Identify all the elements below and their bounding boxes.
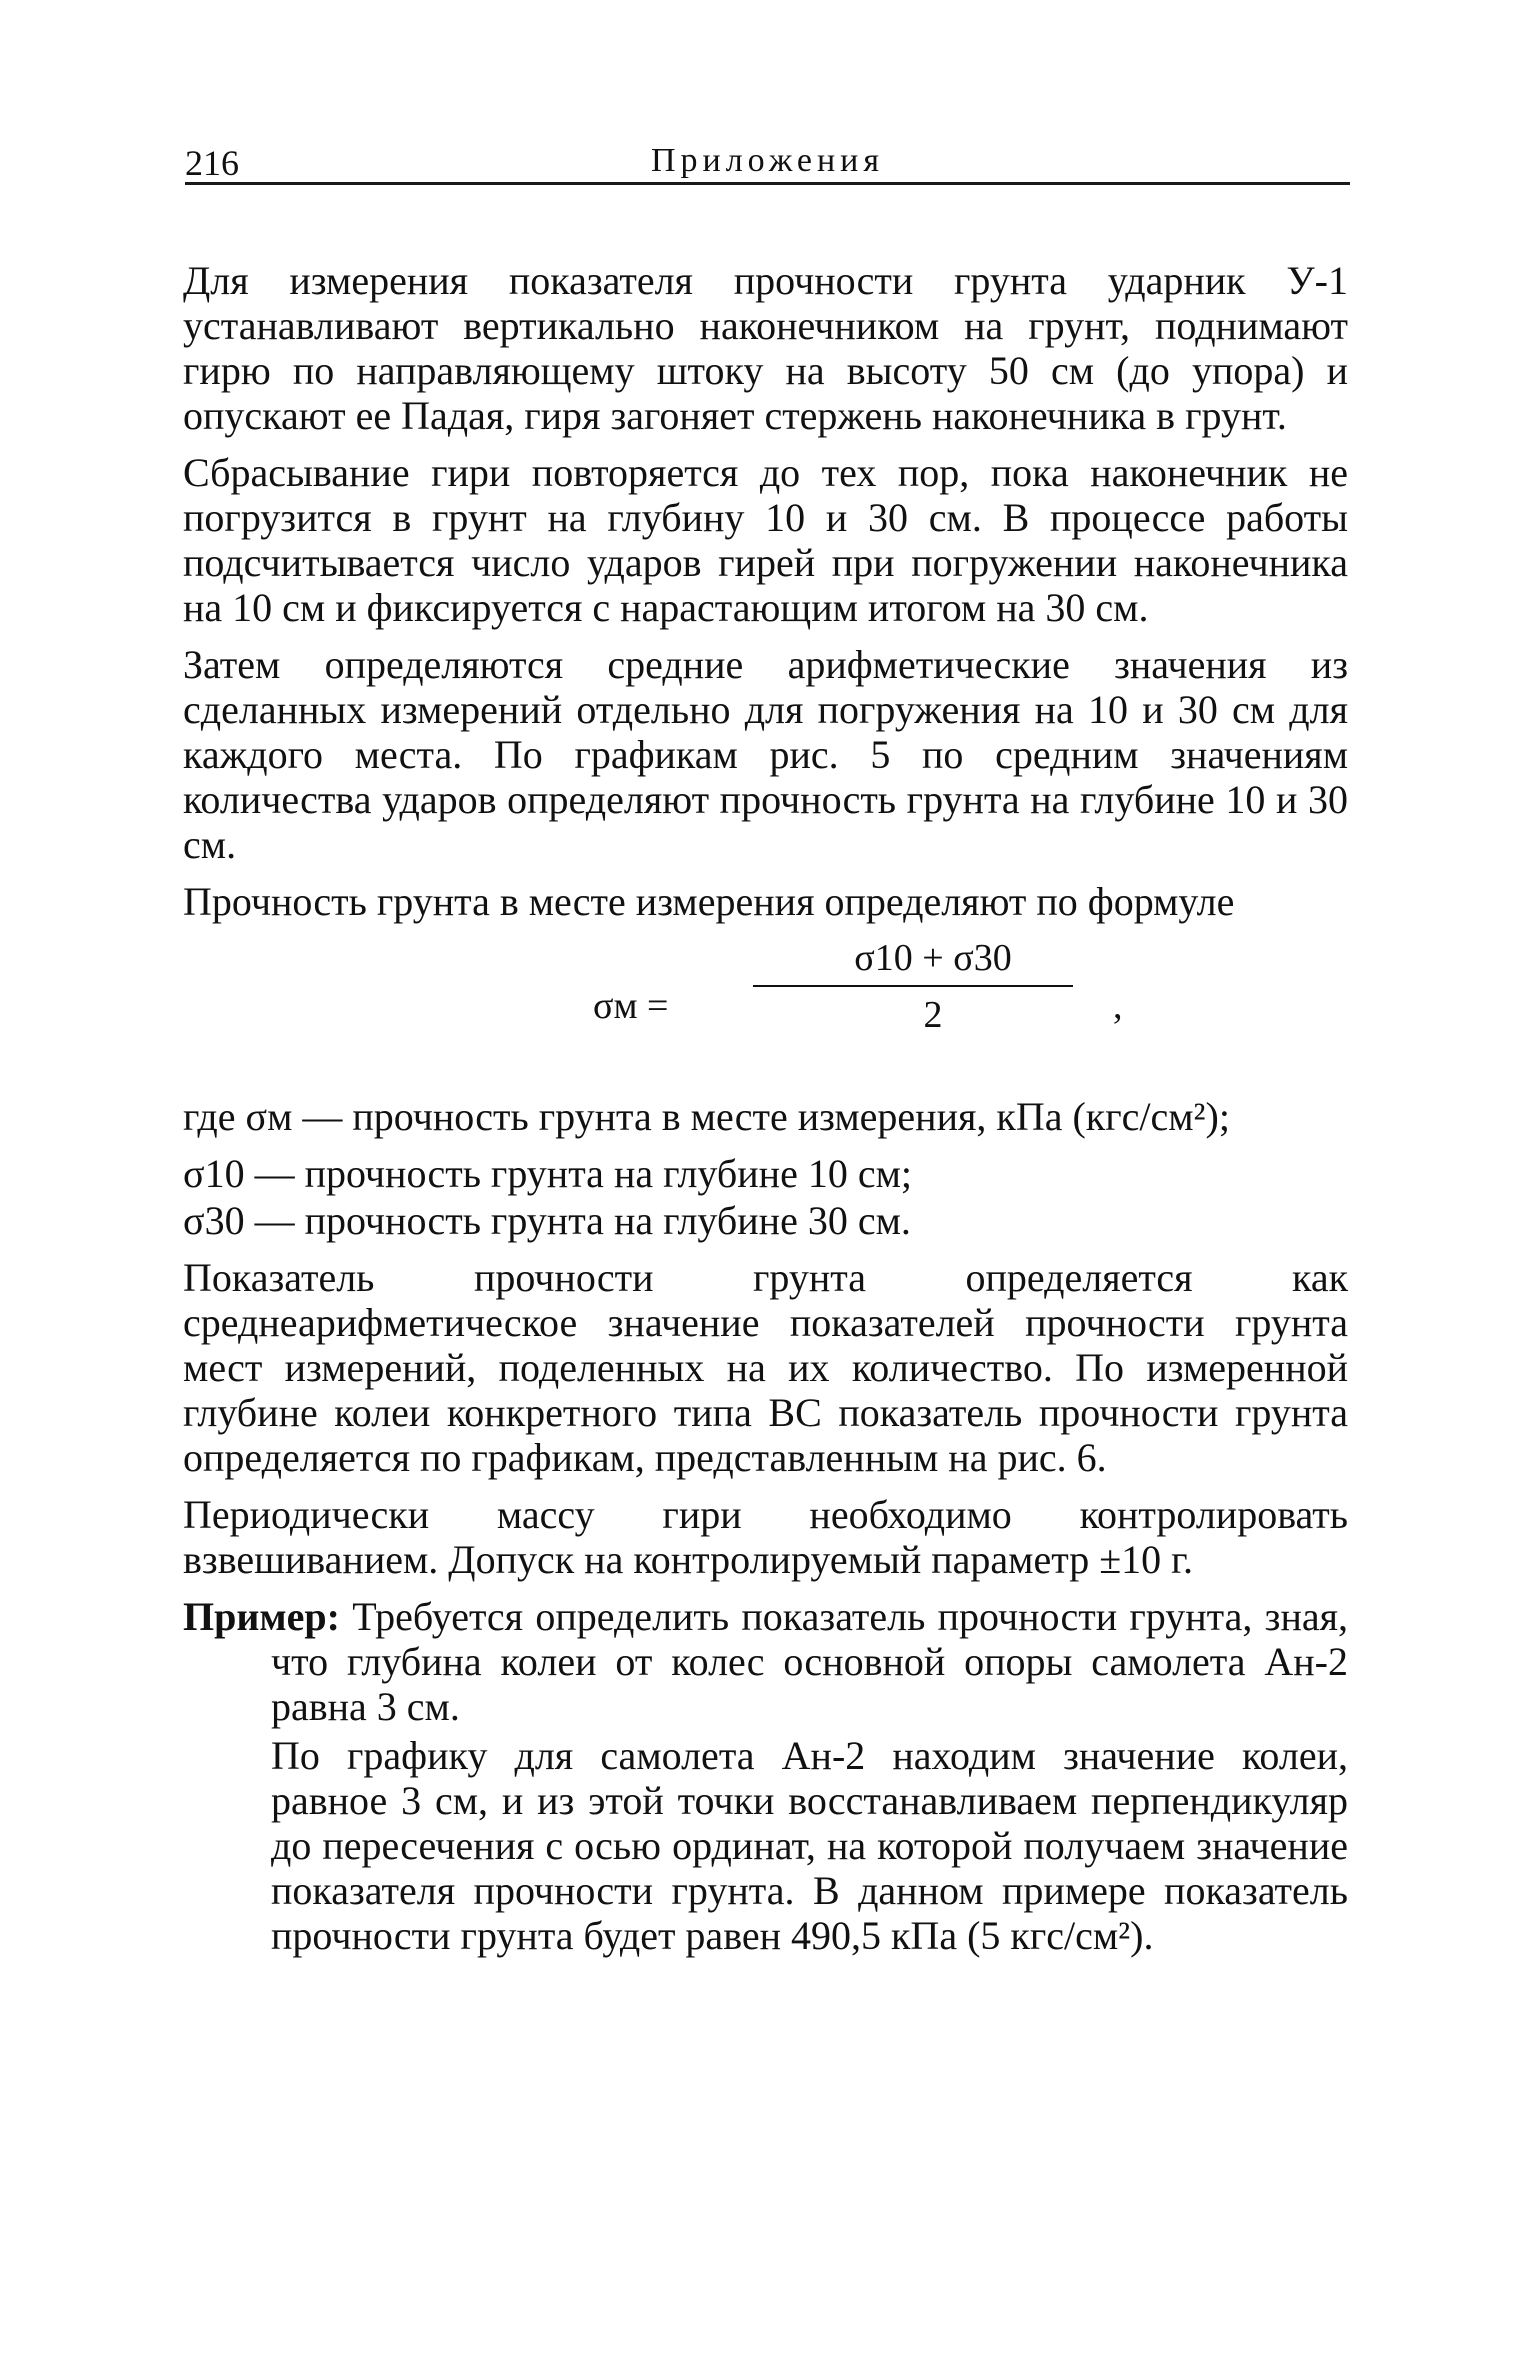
example-first [183,1594,1348,1729]
example-label: Пример: [183,1594,340,1639]
example-continuation: По графику для самолета Ан-2 находим значение колеи, равное 3 см, и из этой точки восстанавливаем перпендикуляр до пересечения с осью ординат, на которой получаем значение показателя прочности грунта. В данном примере показатель прочности грунта будет равен 490,5 кПа (5 кгс/см²). [271,1733,1348,1958]
page-header [185,142,1350,185]
definition-sigma-10: σ10 — прочность грунта на глубине 10 см; [183,1151,913,1196]
paragraph-1: Для измерения показателя прочности грунта ударник У-1 устанавливают вертикально наконечником на грунт, поднимают гирю по направляющему штоку на высоту 50 см (до упора) и опускают ее Падая, гиря загоняет стержень наконечника в грунт. [183,258,1348,438]
paragraph-2: Сбрасывание гири повторяется до тех пор, пока наконечник не погрузится в грунт на глубину 10 и 30 см. В процессе работы подсчитывается число ударов гирей при погружении наконечника на 10 см и фиксируется с нарастающим итогом на 30 см. [183,450,1348,630]
paragraph-3: Затем определяются средние арифметические значения из сделанных измерений отдельно для погружения на 10 и 30 см для каждого места. По графикам рис. 5 по средним значениям количества ударов определяют прочность грунта на глубине 10 и 30 см. [183,642,1348,867]
formula [183,936,1348,1066]
formula-fraction [713,936,1113,1038]
formula-numerator: σ10 + σ30 [854,937,1012,979]
paragraph-6: Периодически массу гири необходимо контролировать взвешиванием. Допуск на контролируемый параметр ±10 г. [183,1492,1348,1582]
paragraph-5: Показатель прочности грунта определяется как среднеарифметическое значение показателей прочности грунта мест измерений, поделенных на их количество. По измеренной глубине колеи конкретного типа ВС показатель прочности грунта определяется по графикам, представленным на рис. 6. [183,1255,1348,1480]
definition-sigma-m: где σм — прочность грунта в месте измерения, кПа (кгс/см²); [183,1094,1230,1139]
fraction-bar [753,985,1073,987]
example-block [183,1594,1348,1958]
example-text: Требуется определить показатель прочности грунта, зная, что глубина колеи от колес основной опоры самолета Ан-2 равна 3 см. [271,1594,1348,1729]
definition-sigma-30: σ30 — прочность грунта на глубине 30 см. [183,1198,911,1243]
page-number: 216 [185,143,239,183]
running-title: Приложения [650,142,885,179]
formula-comma: , [1113,985,1123,1027]
formula-denominator: 2 [923,994,943,1036]
paragraph-4: Прочность грунта в месте измерения определяют по формуле [183,879,1235,924]
page-body [183,258,1348,1970]
formula-lhs: σм = [593,985,669,1027]
